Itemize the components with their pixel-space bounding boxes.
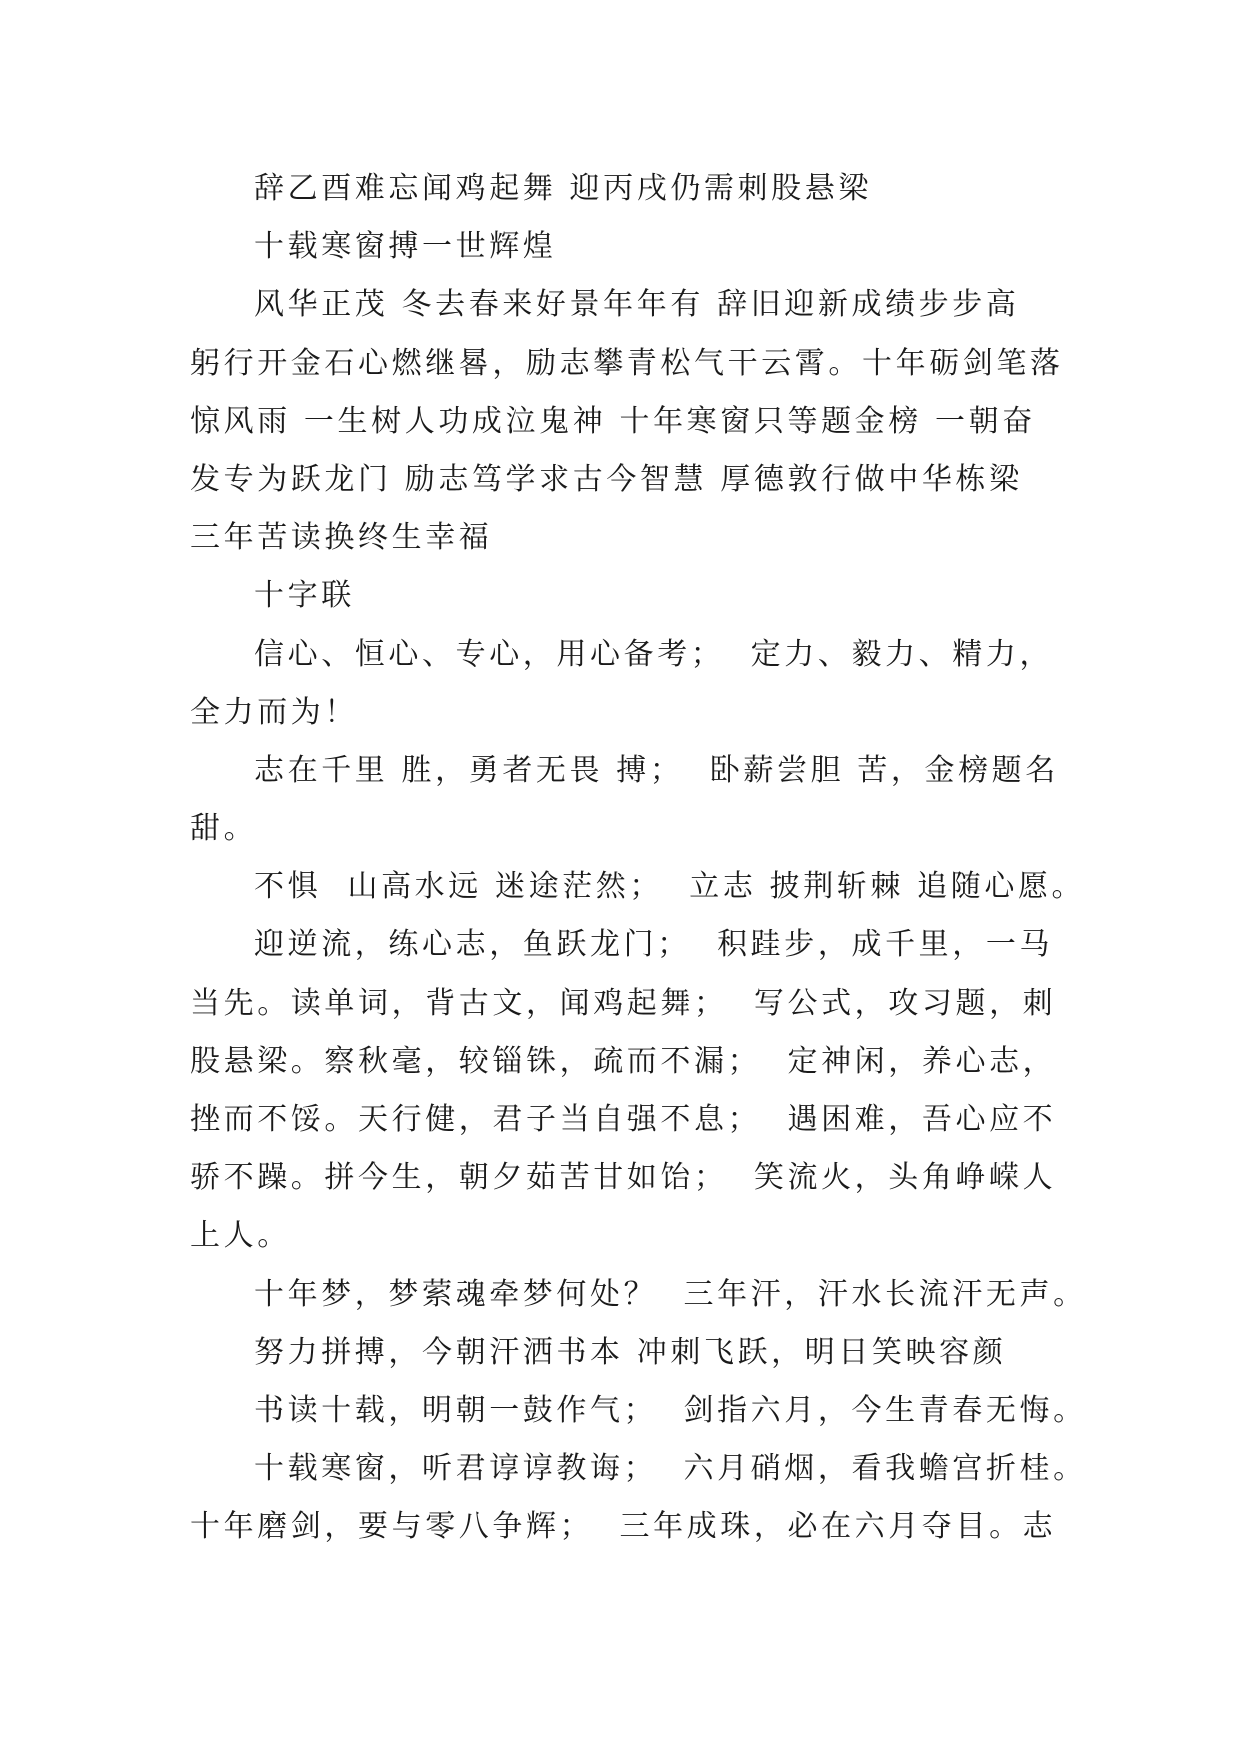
text-line: 书读十载，明朝一鼓作气； 剑指六月，今生青春无悔。	[254, 1392, 1087, 1428]
text-line: 躬行开金石心燃继晷，励志攀青松气干云霄。十年砺剑笔落	[190, 345, 1064, 381]
text-line: 股悬梁。察秋毫，较锱铢，疏而不漏； 定神闲，养心志，	[190, 1043, 1057, 1079]
text-line: 风华正茂 冬去春来好景年年有 辞旧迎新成绩步步高	[254, 287, 1020, 323]
text-line: 甜。	[190, 811, 258, 847]
text-line: 发专为跃龙门 励志笃学求古今智慧 厚德敦行做中华栋梁	[190, 461, 1023, 497]
text-line: 骄不躁。拼今生，朝夕茹苦甘如饴； 笑流火，头角峥嵘人	[190, 1160, 1057, 1196]
text-line: 努力拼搏，今朝汗洒书本 冲刺飞跃，明日笑映容颜	[254, 1334, 1007, 1370]
section-heading: 十字联	[254, 578, 355, 614]
text-line: 信心、恒心、专心，用心备考； 定力、毅力、精力，	[254, 636, 1054, 672]
text-line: 十载寒窗，听君谆谆教诲； 六月硝烟，看我蟾宫折桂。	[254, 1451, 1087, 1487]
text-line: 十年梦，梦萦魂牵梦何处？ 三年汗，汗水长流汗无声。	[254, 1276, 1087, 1312]
text-line: 迎逆流，练心志，鱼跃龙门； 积跬步，成千里，一马	[254, 927, 1054, 963]
text-line: 志在千里 胜，勇者无畏 搏； 卧薪尝胆 苦，金榜题名	[254, 752, 1059, 788]
text-line: 当先。读单词，背古文，闻鸡起舞； 写公式，攻习题，刺	[190, 985, 1057, 1021]
text-line: 三年苦读换终生幸福	[190, 520, 493, 556]
text-line: 十载寒窗搏一世辉煌	[254, 229, 557, 265]
document-body	[190, 160, 1087, 1557]
text-line: 上人。	[190, 1218, 291, 1254]
text-line: 辞乙酉难忘闻鸡起舞 迎丙戌仍需刺股悬梁	[254, 171, 872, 206]
text-line: 惊风雨 一生树人功成泣鬼神 十年寒窗只等题金榜 一朝奋	[190, 403, 1036, 439]
text-line: 全力而为！	[190, 694, 358, 730]
text-line: 十年磨剑，要与零八争辉； 三年成珠，必在六月夺目。志	[190, 1509, 1057, 1545]
text-line: 挫而不馁。天行健，君子当自强不息； 遇困难，吾心应不	[190, 1102, 1057, 1137]
text-line: 不惧 山高水远 迷途茫然； 立志 披荆斩棘 追随心愿。	[254, 869, 1086, 905]
